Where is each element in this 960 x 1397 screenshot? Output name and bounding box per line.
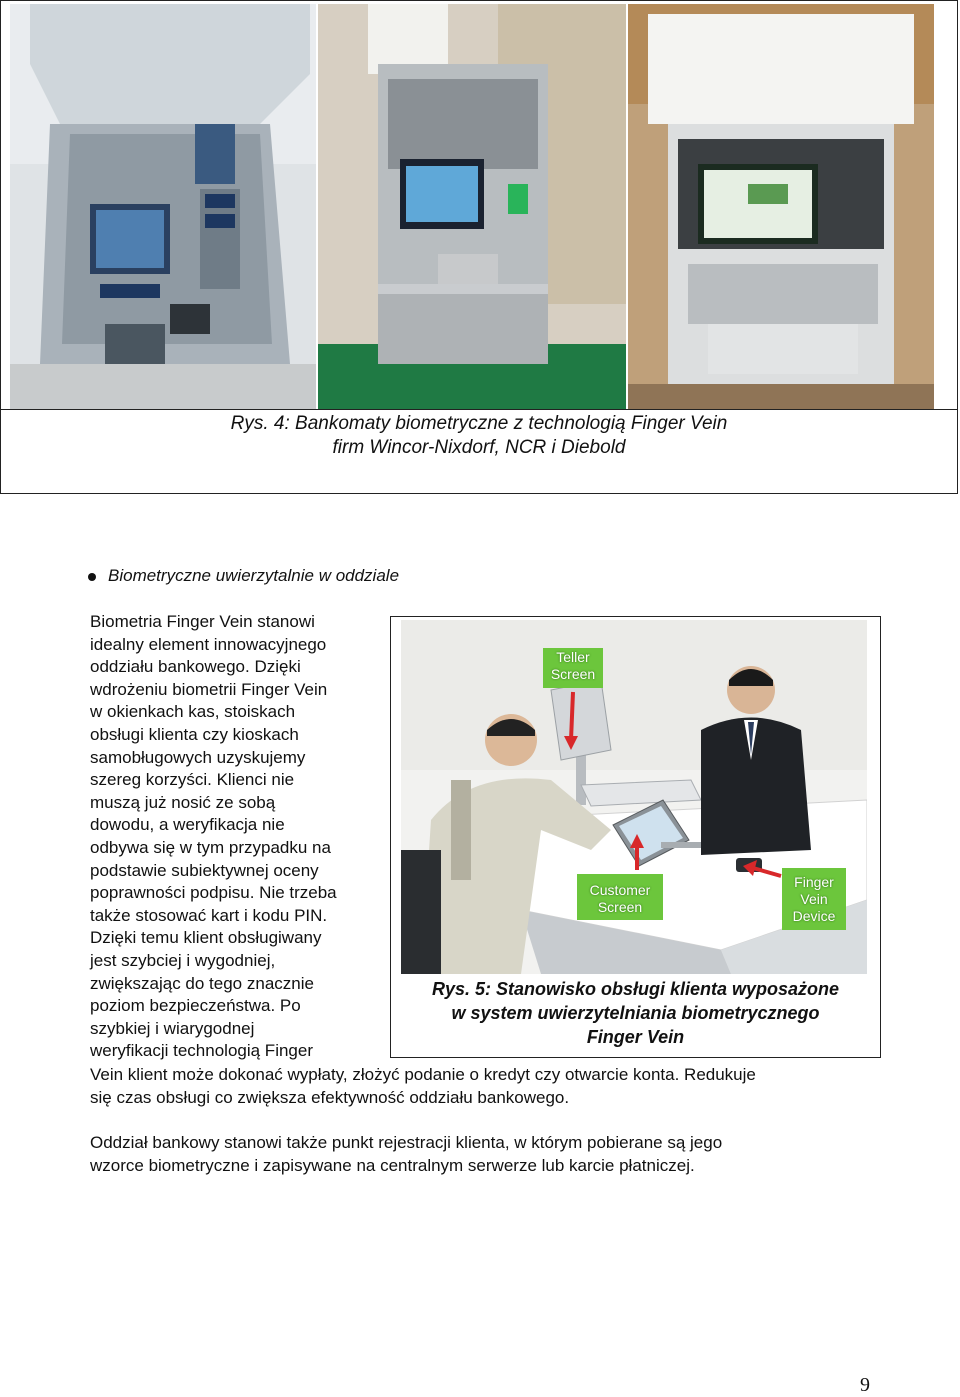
text-line: oddziału bankowego. Dzięki bbox=[90, 657, 301, 677]
figure-4-caption-line2: firm Wincor-Nixdorf, NCR i Diebold bbox=[332, 437, 626, 458]
text-line: idealny element innowacyjnego bbox=[90, 634, 327, 654]
customer-screen-label bbox=[577, 882, 663, 916]
figure-5-caption-line1: Rys. 5: Stanowisko obsługi klienta wyposażone bbox=[431, 979, 840, 999]
text-line: wzorce biometryczne i zapisywane na centralnym serwerze lub karcie płatniczej. bbox=[90, 1155, 695, 1175]
figure-5-caption-line2: w system uwierzytelniania biometrycznego bbox=[451, 1003, 820, 1023]
text-line: Oddział bankowy stanowi także punkt rejestracji klienta, w którym pobierane są jego bbox=[90, 1133, 723, 1152]
atm-photo-diebold bbox=[628, 4, 934, 409]
customer-label-line: Customer bbox=[589, 882, 651, 898]
text-line: Biometria Finger Vein stanowi bbox=[90, 612, 315, 631]
text-line: samobługowych uzyskujemy bbox=[90, 747, 306, 767]
teller-label-line: Teller bbox=[556, 649, 590, 665]
text-line: zwiększając do tego znacznie bbox=[90, 973, 314, 993]
text-line: także stosować kart i kodu PIN. bbox=[90, 905, 328, 925]
text-line: muszą już nosić ze sobą bbox=[90, 792, 276, 812]
text-line: weryfikacji technologią Finger bbox=[90, 1041, 313, 1061]
teller-label-line: Screen bbox=[550, 666, 596, 682]
text-line: poziom bezpieczeństwa. Po bbox=[90, 996, 301, 1016]
atm-photo-ncr bbox=[318, 4, 626, 409]
text-line: w okienkach kas, stoiskach bbox=[90, 702, 296, 722]
text-line: dowodu, a weryfikacja nie bbox=[90, 815, 285, 835]
device-label-line: Finger bbox=[794, 874, 834, 890]
paragraph-1-continuation bbox=[90, 1064, 890, 1109]
device-label-line: Device bbox=[792, 908, 836, 924]
text-line: obsługi klienta czy kioskach bbox=[90, 724, 299, 744]
figure-4-caption bbox=[0, 412, 958, 460]
paragraph-1-narrow bbox=[90, 611, 385, 1063]
finger-vein-device-label bbox=[782, 874, 846, 925]
text-line: wdrożeniu biometrii Finger Vein bbox=[90, 679, 328, 699]
page-number: 9 bbox=[860, 1374, 870, 1396]
text-line: poprawności podpisu. Nie trzeba bbox=[90, 883, 337, 903]
device-label-line: Vein bbox=[800, 891, 828, 907]
text-line: szereg korzyści. Klienci nie bbox=[90, 770, 295, 790]
text-line: odbywa się w tym przypadku na bbox=[90, 837, 331, 857]
bullet-icon bbox=[88, 573, 96, 581]
customer-label-line: Screen bbox=[597, 899, 643, 915]
text-line: Vein klient może dokonać wypłaty, złożyć podanie o kredyt czy otwarcie konta. Redukuje bbox=[90, 1065, 756, 1084]
teller-screen-label bbox=[543, 649, 603, 683]
paragraph-2 bbox=[90, 1132, 890, 1177]
figure-5-caption-line3: Finger Vein bbox=[586, 1027, 685, 1047]
figure-4-divider bbox=[0, 409, 958, 410]
figure-4-caption-line1: Rys. 4: Bankomaty biometryczne z technologią Finger Vein bbox=[230, 413, 728, 434]
text-line: Dzięki temu klient obsługiwany bbox=[90, 928, 322, 948]
text-line: się czas obsługi co zwiększa efektywność oddziału bankowego. bbox=[90, 1087, 570, 1107]
text-line: szybkiej i wiarygodnej bbox=[90, 1018, 255, 1038]
text-line: podstawie subiektywnej oceny bbox=[90, 860, 319, 880]
text-line: jest szybciej i wygodniej, bbox=[90, 950, 276, 970]
atm-photo-wincor-nixdorf bbox=[10, 4, 316, 409]
section-heading: Biometryczne uwierzytalnie w oddziale bbox=[108, 566, 400, 585]
figure-5-caption bbox=[391, 977, 880, 1049]
